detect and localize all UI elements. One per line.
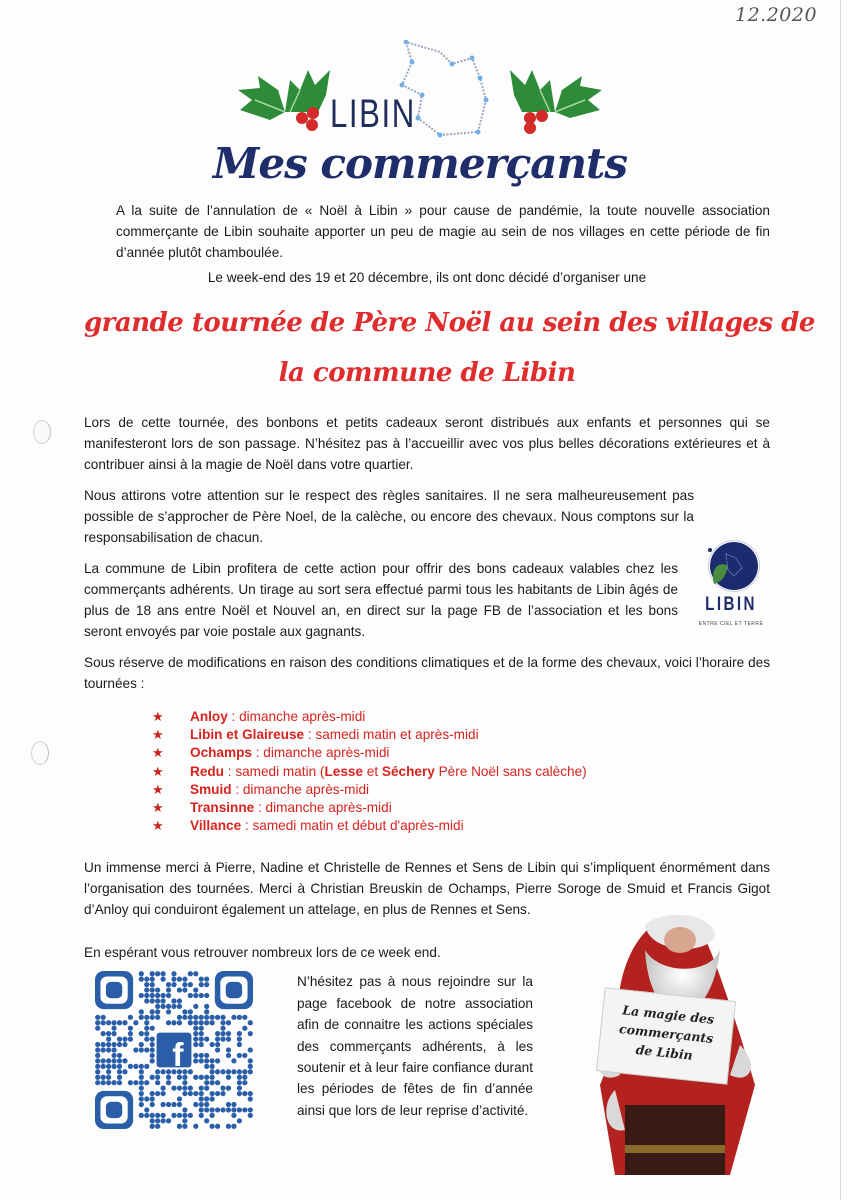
village-time: : samedi matin (	[223, 763, 325, 779]
schedule-item	[152, 744, 770, 762]
village-name: Libin et Glaireuse	[190, 727, 305, 743]
commune-logo-name: LIBIN	[705, 594, 757, 615]
sign-line-3: de Libin	[635, 1041, 694, 1063]
village-name: Anloy	[190, 709, 228, 724]
paragraph-tournee: Lors de cette tournée, des bonbons et petits cadeaux seront distribués aux enfants et personnes qui se manifesteront lors de son passage. N’hésitez pas à l’accueillir avec vos plus belles décorations extérieures et à contribuer ainsi à la magie de Noël dans votre quartier.	[84, 415, 770, 472]
santa-claus-block	[590, 915, 760, 1185]
facebook-qr-code-icon[interactable]	[95, 971, 253, 1129]
sign-line-2: commerçants	[618, 1021, 715, 1046]
star-bullet-icon: ★	[152, 781, 164, 797]
paragraph-sanitaire: Nous attirons votre attention sur le respect des règles sanitaires. Il ne sera malheureusement pas possible de s’approcher de Père Noel, de la calèche, ou encore des chevaux. Nous comptons sur la responsabilisation de chacun.	[84, 488, 694, 545]
closing-line: En espérant vous retrouver nombreux lors de ce week end.	[84, 945, 441, 961]
schedule-item	[152, 726, 770, 744]
village-name-sechery: Séchery	[381, 763, 435, 779]
schedule-item	[152, 708, 770, 726]
schedule-item	[152, 799, 770, 817]
paragraph-horaire: Sous réserve de modifications en raison des conditions climatiques et de la forme des chevaux, voici l’horaire des tournées :	[84, 655, 770, 691]
scan-edge-line	[840, 0, 841, 1200]
village-time: : dimanche après-midi	[231, 781, 370, 797]
village-time: : samedi matin et début d'après-midi	[241, 818, 464, 834]
headline-line-1: grande tournée de Père Noël au sein des villages de	[84, 308, 815, 338]
village-name: Smuid	[190, 781, 232, 797]
village-name: Villance	[190, 818, 242, 834]
handwritten-date: 12.2020	[735, 4, 818, 26]
village-connector: et	[363, 763, 382, 779]
bons-cadeaux-block	[84, 558, 770, 642]
logo-subtitle: Mes commerçants	[212, 139, 628, 188]
star-bullet-icon: ★	[152, 727, 164, 743]
star-bullet-icon: ★	[152, 818, 164, 834]
weekend-line: Le week-end des 19 et 20 décembre, ils ont donc décidé d’organiser une	[207, 270, 647, 285]
village-time: : dimanche après-midi	[254, 800, 392, 816]
sign-line-1: La magie des	[621, 1002, 715, 1027]
punch-hole	[33, 420, 51, 444]
tour-schedule-list	[152, 708, 770, 835]
commune-logo-tagline: ENTRE CIEL ET TERRE	[698, 621, 764, 627]
village-name-lesse: Lesse	[324, 763, 364, 779]
star-bullet-icon: ★	[152, 763, 164, 779]
holly-right-icon	[510, 70, 602, 134]
logo-libin-text: LIBIN	[330, 92, 416, 136]
schedule-item	[152, 781, 770, 799]
headline-line-2: la commune de Libin	[278, 358, 576, 388]
schedule-item	[152, 763, 770, 781]
star-bullet-icon: ★	[152, 800, 164, 816]
libin-commercants-logo	[212, 40, 628, 190]
village-name: Ochamps	[190, 745, 252, 761]
santa-sign	[596, 987, 736, 1084]
village-time: : dimanche après-midi	[251, 745, 390, 761]
holly-left-icon	[238, 70, 330, 131]
commune-globe-icon	[692, 540, 770, 596]
punch-hole	[31, 741, 49, 765]
schedule-item	[152, 817, 770, 835]
commune-libin-logo	[692, 540, 770, 632]
star-bullet-icon: ★	[152, 745, 164, 761]
star-bullet-icon: ★	[152, 709, 164, 724]
intro-paragraph: A la suite de l’annulation de « Noël à Libin » pour cause de pandémie, la toute nouvelle association commerçante de Libin souhaite apporter un peu de magie au sein de nos villages en cette période de fin d’année plutôt chamboulée.	[116, 203, 770, 260]
thanks-paragraph: Un immense merci à Pierre, Nadine et Christelle de Rennes et Sens de Libin qui s’impliquent énormément dans l’organisation des tournées. Merci à Christian Breuskin de Ochamps, Pierre Soroge de Smuid et Francis Gigot d’Anloy qui conduiront également un attelage, en plus de Rennes et Sens.	[84, 860, 770, 918]
village-time: : samedi matin et après-midi	[304, 727, 479, 743]
facebook-logo-icon: f	[172, 1036, 184, 1075]
village-time: : dimanche après-midi	[227, 709, 366, 724]
santa-face	[664, 927, 696, 953]
village-name: Redu	[190, 763, 224, 779]
paragraph-bons-cadeaux: La commune de Libin profitera de cette action pour offrir des bons cadeaux valables chez les commerçants adhérents. Un tirage au sort sera effectué parmi tous les habitants de Libin âgés de plus de 18 ans entre Noël et Nouvel an, en direct sur la page FB de l’association et les bons seront envoyés par voie postale aux gagnants.	[84, 561, 678, 639]
village-name: Transinne	[190, 800, 255, 816]
village-note: Père Noël sans calèche)	[434, 763, 587, 779]
facebook-invite-text: N’hésitez pas à nous rejoindre sur la page facebook de notre association afin de connaitre les actions spéciales des commerçants adhérents, à les soutenir et à leur faire confiance durant les périodes de fêtes de fin d’année ainsi que lors de leur reprise d’activité.	[297, 974, 533, 1118]
